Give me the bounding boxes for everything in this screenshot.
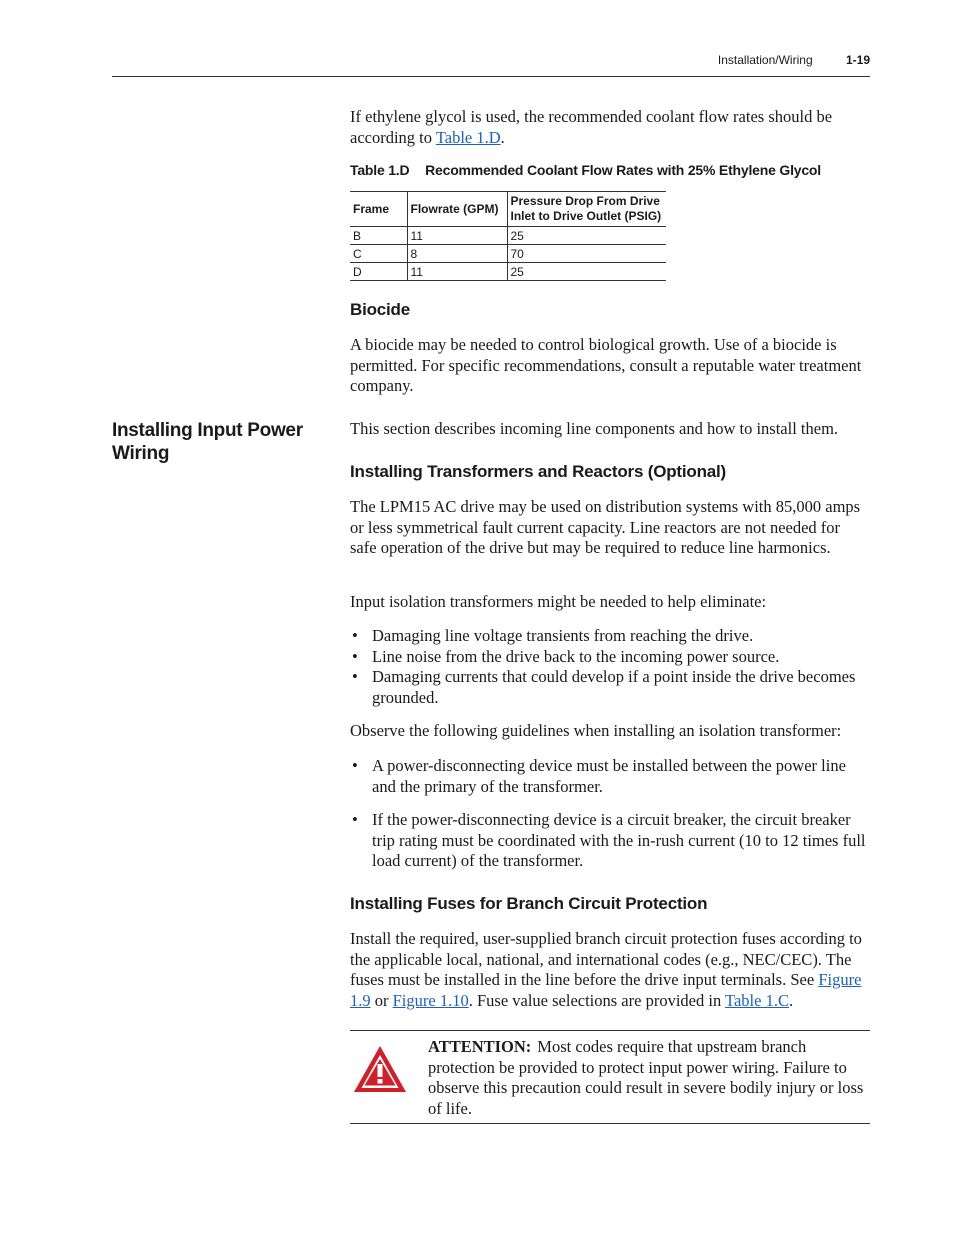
column-header: Frame <box>350 192 407 227</box>
figure-1-10-link[interactable]: Figure 1.10 <box>392 990 469 1010</box>
isolation-bullet-list <box>350 626 870 708</box>
table-cell: 25 <box>507 227 666 245</box>
column-header: Pressure Drop From Drive Inlet to Drive Outlet (PSIG) <box>507 192 666 227</box>
transformers-paragraph: The LPM15 AC drive may be used on distribution systems with 85,000 amps or less symmetrical fault current capacity. Line reactors are not needed for safe operation of the drive but may be required to reduce line harmonics. <box>350 497 861 557</box>
header-title: Installation/Wiring <box>717 53 813 67</box>
fuses-heading: Installing Fuses for Branch Circuit Protection <box>350 894 708 913</box>
table-1c-link[interactable]: Table 1.C <box>725 990 789 1010</box>
table-cell: B <box>350 227 407 245</box>
guidelines-paragraph: Observe the following guidelines when installing an isolation transformer: <box>350 721 842 740</box>
header-rule <box>112 76 870 77</box>
table-row <box>350 227 666 245</box>
isolation-paragraph: Input isolation transformers might be needed to help eliminate: <box>350 592 767 611</box>
table-cell: 8 <box>407 245 507 263</box>
fuses-text: . <box>788 990 794 1010</box>
table-row <box>350 263 666 281</box>
attention-message: Most codes require that upstream branch protection be provided to protect input power wiring. Failure to observe this precaution could result in severe bodily injury or loss of life. <box>428 1037 864 1118</box>
attention-text <box>428 1037 868 1119</box>
biocide-paragraph: A biocide may be needed to control biological growth. Use of a biocide is permitted. For specific recommendations, consult a reputable water treatment company. <box>350 335 862 395</box>
table-cell: D <box>350 263 407 281</box>
list-item: • A power-disconnecting device must be installed between the power line and the primary of the transformer. <box>350 756 870 797</box>
guideline-list-2 <box>350 810 870 872</box>
table-header-row <box>350 192 666 227</box>
page-number: 1-19 <box>845 53 870 67</box>
figure-1-9-link[interactable]: Figure 1.9 <box>350 970 862 1010</box>
table-row <box>350 245 666 263</box>
list-item: • If the power-disconnecting device is a circuit breaker, the circuit breaker trip rating must be coordinated with the in-rush current (10 to 12 times full load current) of the transformer. <box>350 810 870 872</box>
guideline-list-1 <box>350 756 870 797</box>
warning-triangle-icon <box>352 1044 408 1094</box>
table-label: Table 1.D <box>350 162 410 178</box>
intro-paragraph <box>350 107 870 148</box>
table-cell: 11 <box>407 227 507 245</box>
intro-text-end: . <box>500 127 505 147</box>
table-caption-text: Recommended Coolant Flow Rates with 25% Ethylene Glycol <box>425 162 821 178</box>
intro-text: If ethylene glycol is used, the recommended coolant flow rates should be according to <box>350 107 833 147</box>
fuses-text: Install the required, user-supplied branch circuit protection fuses according to the applicable local, national, and international codes (e.g., NEC/CEC). The fuses must be installed in the line before the drive input terminals. See <box>350 929 862 989</box>
attention-label: ATTENTION: <box>428 1037 532 1056</box>
list-item: • Damaging currents that could develop if a point inside the drive becomes grounded. <box>350 667 870 708</box>
table-1d-link[interactable]: Table 1.D <box>435 127 501 147</box>
table-cell: 11 <box>407 263 507 281</box>
fuses-text: or <box>370 990 393 1010</box>
biocide-heading: Biocide <box>350 300 411 319</box>
fuses-text: . Fuse value selections are provided in <box>468 990 726 1010</box>
fuses-paragraph <box>350 929 870 1011</box>
list-item: • Damaging line voltage transients from reaching the drive. <box>350 626 870 647</box>
coolant-flow-table <box>350 191 666 281</box>
column-header: Flowrate (GPM) <box>407 192 507 227</box>
section-intro: This section describes incoming line components and how to install them. <box>350 419 839 438</box>
list-item: • Line noise from the drive back to the incoming power source. <box>350 647 870 668</box>
transformers-heading: Installing Transformers and Reactors (Optional) <box>350 462 727 481</box>
running-header <box>718 53 870 67</box>
section-heading: Installing Input Power Wiring <box>112 420 303 464</box>
table-cell: C <box>350 245 407 263</box>
table-cell: 70 <box>507 245 666 263</box>
attention-box <box>350 1030 870 1124</box>
table-cell: 25 <box>507 263 666 281</box>
table-caption <box>350 162 821 178</box>
